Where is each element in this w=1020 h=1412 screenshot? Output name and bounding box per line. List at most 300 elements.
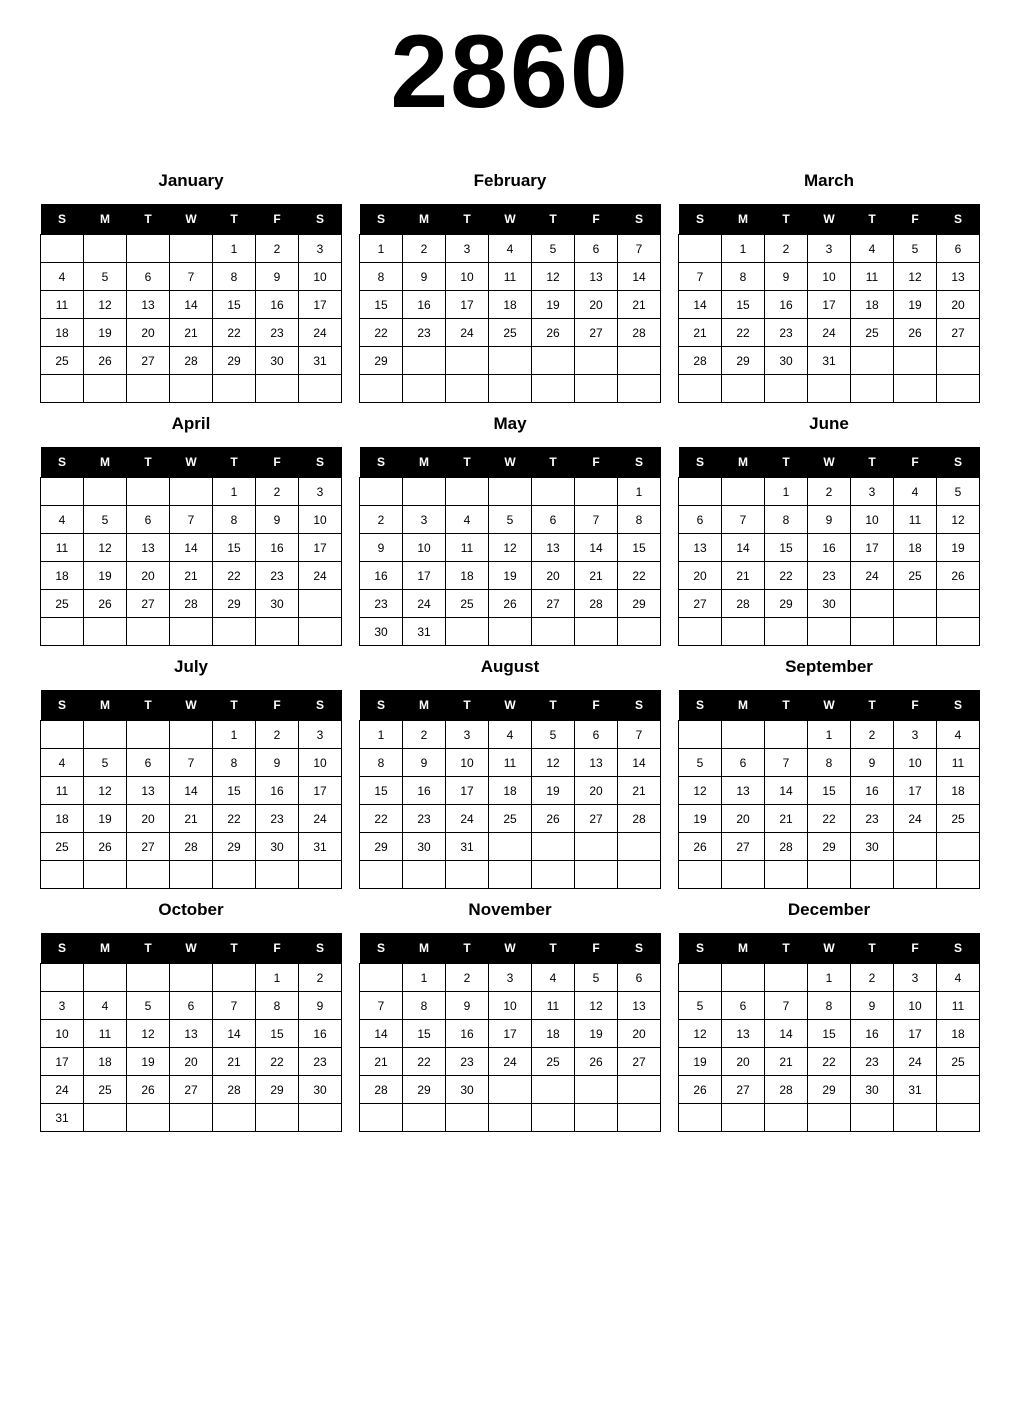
day-cell[interactable]: 2 xyxy=(403,721,446,749)
day-cell[interactable]: 19 xyxy=(84,319,127,347)
day-cell[interactable]: 13 xyxy=(127,777,170,805)
day-cell[interactable]: 29 xyxy=(213,590,256,618)
day-cell[interactable]: 19 xyxy=(532,291,575,319)
day-cell[interactable]: 15 xyxy=(360,291,403,319)
day-cell[interactable]: 23 xyxy=(851,1048,894,1076)
day-cell[interactable]: 12 xyxy=(575,992,618,1020)
day-cell[interactable]: 6 xyxy=(170,992,213,1020)
day-cell[interactable]: 24 xyxy=(299,805,342,833)
day-cell[interactable]: 10 xyxy=(894,749,937,777)
day-cell[interactable]: 11 xyxy=(532,992,575,1020)
day-cell[interactable]: 25 xyxy=(532,1048,575,1076)
day-cell[interactable]: 31 xyxy=(403,618,446,646)
day-cell[interactable]: 13 xyxy=(127,291,170,319)
day-cell[interactable]: 23 xyxy=(299,1048,342,1076)
day-cell[interactable]: 10 xyxy=(808,263,851,291)
day-cell[interactable]: 8 xyxy=(213,263,256,291)
day-cell[interactable]: 27 xyxy=(170,1076,213,1104)
day-cell[interactable]: 2 xyxy=(851,964,894,992)
day-cell[interactable]: 29 xyxy=(618,590,661,618)
day-cell[interactable]: 30 xyxy=(403,833,446,861)
day-cell[interactable]: 7 xyxy=(170,506,213,534)
day-cell[interactable]: 29 xyxy=(256,1076,299,1104)
day-cell[interactable]: 26 xyxy=(84,833,127,861)
day-cell[interactable]: 16 xyxy=(256,291,299,319)
day-cell[interactable]: 3 xyxy=(299,478,342,506)
day-cell[interactable]: 9 xyxy=(808,506,851,534)
day-cell[interactable]: 3 xyxy=(446,235,489,263)
day-cell[interactable]: 28 xyxy=(360,1076,403,1104)
day-cell[interactable]: 20 xyxy=(127,562,170,590)
day-cell[interactable]: 30 xyxy=(765,347,808,375)
day-cell[interactable]: 18 xyxy=(41,805,84,833)
day-cell[interactable]: 16 xyxy=(360,562,403,590)
day-cell[interactable]: 2 xyxy=(256,235,299,263)
day-cell[interactable]: 18 xyxy=(41,319,84,347)
day-cell[interactable]: 11 xyxy=(41,777,84,805)
day-cell[interactable]: 28 xyxy=(170,590,213,618)
day-cell[interactable]: 6 xyxy=(722,992,765,1020)
day-cell[interactable]: 18 xyxy=(851,291,894,319)
day-cell[interactable]: 29 xyxy=(403,1076,446,1104)
day-cell[interactable]: 19 xyxy=(679,805,722,833)
day-cell[interactable]: 10 xyxy=(894,992,937,1020)
day-cell[interactable]: 24 xyxy=(446,805,489,833)
day-cell[interactable]: 9 xyxy=(256,749,299,777)
day-cell[interactable]: 20 xyxy=(722,805,765,833)
day-cell[interactable]: 19 xyxy=(84,805,127,833)
day-cell[interactable]: 2 xyxy=(403,235,446,263)
day-cell[interactable]: 23 xyxy=(446,1048,489,1076)
day-cell[interactable]: 8 xyxy=(403,992,446,1020)
day-cell[interactable]: 3 xyxy=(446,721,489,749)
day-cell[interactable]: 16 xyxy=(765,291,808,319)
day-cell[interactable]: 19 xyxy=(127,1048,170,1076)
day-cell[interactable]: 22 xyxy=(808,1048,851,1076)
day-cell[interactable]: 29 xyxy=(360,833,403,861)
day-cell[interactable]: 7 xyxy=(765,749,808,777)
day-cell[interactable]: 27 xyxy=(618,1048,661,1076)
day-cell[interactable]: 27 xyxy=(575,319,618,347)
day-cell[interactable]: 4 xyxy=(851,235,894,263)
day-cell[interactable]: 30 xyxy=(256,833,299,861)
day-cell[interactable]: 21 xyxy=(765,805,808,833)
day-cell[interactable]: 9 xyxy=(403,749,446,777)
day-cell[interactable]: 22 xyxy=(213,319,256,347)
day-cell[interactable]: 1 xyxy=(213,721,256,749)
day-cell[interactable]: 13 xyxy=(170,1020,213,1048)
day-cell[interactable]: 21 xyxy=(618,291,661,319)
day-cell[interactable]: 5 xyxy=(84,506,127,534)
day-cell[interactable]: 23 xyxy=(403,319,446,347)
day-cell[interactable]: 17 xyxy=(299,291,342,319)
day-cell[interactable]: 13 xyxy=(127,534,170,562)
day-cell[interactable]: 14 xyxy=(170,777,213,805)
day-cell[interactable]: 13 xyxy=(679,534,722,562)
day-cell[interactable]: 26 xyxy=(679,1076,722,1104)
day-cell[interactable]: 16 xyxy=(403,777,446,805)
day-cell[interactable]: 28 xyxy=(722,590,765,618)
day-cell[interactable]: 26 xyxy=(127,1076,170,1104)
day-cell[interactable]: 17 xyxy=(851,534,894,562)
day-cell[interactable]: 25 xyxy=(937,1048,980,1076)
day-cell[interactable]: 18 xyxy=(489,777,532,805)
day-cell[interactable]: 2 xyxy=(360,506,403,534)
day-cell[interactable]: 24 xyxy=(894,805,937,833)
day-cell[interactable]: 14 xyxy=(360,1020,403,1048)
day-cell[interactable]: 22 xyxy=(765,562,808,590)
day-cell[interactable]: 29 xyxy=(213,347,256,375)
day-cell[interactable]: 13 xyxy=(722,1020,765,1048)
day-cell[interactable]: 4 xyxy=(41,263,84,291)
day-cell[interactable]: 22 xyxy=(256,1048,299,1076)
day-cell[interactable]: 3 xyxy=(894,964,937,992)
day-cell[interactable]: 22 xyxy=(360,805,403,833)
day-cell[interactable]: 15 xyxy=(808,777,851,805)
day-cell[interactable]: 28 xyxy=(679,347,722,375)
day-cell[interactable]: 18 xyxy=(446,562,489,590)
day-cell[interactable]: 24 xyxy=(299,562,342,590)
day-cell[interactable]: 24 xyxy=(299,319,342,347)
day-cell[interactable]: 5 xyxy=(575,964,618,992)
day-cell[interactable]: 24 xyxy=(41,1076,84,1104)
day-cell[interactable]: 23 xyxy=(256,805,299,833)
day-cell[interactable]: 24 xyxy=(403,590,446,618)
day-cell[interactable]: 4 xyxy=(894,478,937,506)
day-cell[interactable]: 20 xyxy=(575,777,618,805)
day-cell[interactable]: 5 xyxy=(489,506,532,534)
day-cell[interactable]: 3 xyxy=(299,721,342,749)
day-cell[interactable]: 18 xyxy=(489,291,532,319)
day-cell[interactable]: 15 xyxy=(213,534,256,562)
day-cell[interactable]: 14 xyxy=(679,291,722,319)
day-cell[interactable]: 2 xyxy=(299,964,342,992)
day-cell[interactable]: 28 xyxy=(765,833,808,861)
day-cell[interactable]: 20 xyxy=(575,291,618,319)
day-cell[interactable]: 27 xyxy=(722,1076,765,1104)
day-cell[interactable]: 12 xyxy=(84,534,127,562)
day-cell[interactable]: 20 xyxy=(127,319,170,347)
day-cell[interactable]: 10 xyxy=(851,506,894,534)
day-cell[interactable]: 10 xyxy=(446,749,489,777)
day-cell[interactable]: 12 xyxy=(937,506,980,534)
day-cell[interactable]: 19 xyxy=(679,1048,722,1076)
day-cell[interactable]: 3 xyxy=(403,506,446,534)
day-cell[interactable]: 27 xyxy=(127,833,170,861)
day-cell[interactable]: 27 xyxy=(575,805,618,833)
day-cell[interactable]: 20 xyxy=(170,1048,213,1076)
day-cell[interactable]: 22 xyxy=(722,319,765,347)
day-cell[interactable]: 15 xyxy=(360,777,403,805)
day-cell[interactable]: 1 xyxy=(808,721,851,749)
day-cell[interactable]: 13 xyxy=(722,777,765,805)
day-cell[interactable]: 5 xyxy=(84,263,127,291)
day-cell[interactable]: 16 xyxy=(851,777,894,805)
day-cell[interactable]: 23 xyxy=(256,562,299,590)
day-cell[interactable]: 7 xyxy=(170,749,213,777)
day-cell[interactable]: 21 xyxy=(679,319,722,347)
day-cell[interactable]: 21 xyxy=(170,319,213,347)
day-cell[interactable]: 2 xyxy=(851,721,894,749)
day-cell[interactable]: 31 xyxy=(41,1104,84,1132)
day-cell[interactable]: 29 xyxy=(808,833,851,861)
day-cell[interactable]: 9 xyxy=(256,263,299,291)
day-cell[interactable]: 12 xyxy=(679,777,722,805)
day-cell[interactable]: 1 xyxy=(765,478,808,506)
day-cell[interactable]: 26 xyxy=(679,833,722,861)
day-cell[interactable]: 15 xyxy=(722,291,765,319)
day-cell[interactable]: 22 xyxy=(808,805,851,833)
day-cell[interactable]: 2 xyxy=(808,478,851,506)
day-cell[interactable]: 29 xyxy=(360,347,403,375)
day-cell[interactable]: 6 xyxy=(127,506,170,534)
day-cell[interactable]: 31 xyxy=(808,347,851,375)
day-cell[interactable]: 23 xyxy=(403,805,446,833)
day-cell[interactable]: 8 xyxy=(360,749,403,777)
day-cell[interactable]: 8 xyxy=(618,506,661,534)
day-cell[interactable]: 28 xyxy=(575,590,618,618)
day-cell[interactable]: 11 xyxy=(937,749,980,777)
day-cell[interactable]: 21 xyxy=(722,562,765,590)
day-cell[interactable]: 22 xyxy=(403,1048,446,1076)
day-cell[interactable]: 22 xyxy=(618,562,661,590)
day-cell[interactable]: 9 xyxy=(360,534,403,562)
day-cell[interactable]: 13 xyxy=(532,534,575,562)
day-cell[interactable]: 14 xyxy=(722,534,765,562)
day-cell[interactable]: 30 xyxy=(256,347,299,375)
day-cell[interactable]: 13 xyxy=(618,992,661,1020)
day-cell[interactable]: 14 xyxy=(618,749,661,777)
day-cell[interactable]: 15 xyxy=(403,1020,446,1048)
day-cell[interactable]: 8 xyxy=(213,749,256,777)
day-cell[interactable]: 7 xyxy=(679,263,722,291)
day-cell[interactable]: 7 xyxy=(360,992,403,1020)
day-cell[interactable]: 19 xyxy=(489,562,532,590)
day-cell[interactable]: 12 xyxy=(894,263,937,291)
day-cell[interactable]: 18 xyxy=(937,1020,980,1048)
day-cell[interactable]: 21 xyxy=(213,1048,256,1076)
day-cell[interactable]: 10 xyxy=(299,506,342,534)
day-cell[interactable]: 2 xyxy=(765,235,808,263)
day-cell[interactable]: 23 xyxy=(360,590,403,618)
day-cell[interactable]: 30 xyxy=(446,1076,489,1104)
day-cell[interactable]: 8 xyxy=(360,263,403,291)
day-cell[interactable]: 17 xyxy=(446,777,489,805)
day-cell[interactable]: 25 xyxy=(446,590,489,618)
day-cell[interactable]: 10 xyxy=(299,263,342,291)
day-cell[interactable]: 4 xyxy=(937,721,980,749)
day-cell[interactable]: 29 xyxy=(213,833,256,861)
day-cell[interactable]: 2 xyxy=(256,721,299,749)
day-cell[interactable]: 2 xyxy=(446,964,489,992)
day-cell[interactable]: 31 xyxy=(446,833,489,861)
day-cell[interactable]: 5 xyxy=(894,235,937,263)
day-cell[interactable]: 26 xyxy=(894,319,937,347)
day-cell[interactable]: 10 xyxy=(446,263,489,291)
day-cell[interactable]: 10 xyxy=(41,1020,84,1048)
day-cell[interactable]: 1 xyxy=(360,721,403,749)
day-cell[interactable]: 15 xyxy=(256,1020,299,1048)
day-cell[interactable]: 4 xyxy=(41,506,84,534)
day-cell[interactable]: 14 xyxy=(765,777,808,805)
day-cell[interactable]: 15 xyxy=(213,777,256,805)
day-cell[interactable]: 23 xyxy=(808,562,851,590)
day-cell[interactable]: 25 xyxy=(851,319,894,347)
day-cell[interactable]: 16 xyxy=(256,534,299,562)
day-cell[interactable]: 31 xyxy=(894,1076,937,1104)
day-cell[interactable]: 6 xyxy=(937,235,980,263)
day-cell[interactable]: 26 xyxy=(937,562,980,590)
day-cell[interactable]: 30 xyxy=(256,590,299,618)
day-cell[interactable]: 18 xyxy=(937,777,980,805)
day-cell[interactable]: 12 xyxy=(127,1020,170,1048)
day-cell[interactable]: 8 xyxy=(213,506,256,534)
day-cell[interactable]: 15 xyxy=(765,534,808,562)
day-cell[interactable]: 14 xyxy=(170,291,213,319)
day-cell[interactable]: 25 xyxy=(894,562,937,590)
day-cell[interactable]: 15 xyxy=(213,291,256,319)
day-cell[interactable]: 5 xyxy=(679,992,722,1020)
day-cell[interactable]: 21 xyxy=(618,777,661,805)
day-cell[interactable]: 14 xyxy=(765,1020,808,1048)
day-cell[interactable]: 22 xyxy=(213,805,256,833)
day-cell[interactable]: 6 xyxy=(532,506,575,534)
day-cell[interactable]: 5 xyxy=(127,992,170,1020)
day-cell[interactable]: 6 xyxy=(679,506,722,534)
day-cell[interactable]: 12 xyxy=(84,291,127,319)
day-cell[interactable]: 4 xyxy=(937,964,980,992)
day-cell[interactable]: 19 xyxy=(894,291,937,319)
day-cell[interactable]: 9 xyxy=(299,992,342,1020)
day-cell[interactable]: 13 xyxy=(575,263,618,291)
day-cell[interactable]: 4 xyxy=(446,506,489,534)
day-cell[interactable]: 11 xyxy=(489,749,532,777)
day-cell[interactable]: 15 xyxy=(618,534,661,562)
day-cell[interactable]: 6 xyxy=(618,964,661,992)
day-cell[interactable]: 26 xyxy=(489,590,532,618)
day-cell[interactable]: 3 xyxy=(894,721,937,749)
day-cell[interactable]: 20 xyxy=(937,291,980,319)
day-cell[interactable]: 4 xyxy=(489,235,532,263)
day-cell[interactable]: 24 xyxy=(894,1048,937,1076)
day-cell[interactable]: 6 xyxy=(127,749,170,777)
day-cell[interactable]: 25 xyxy=(937,805,980,833)
day-cell[interactable]: 17 xyxy=(808,291,851,319)
day-cell[interactable]: 26 xyxy=(532,805,575,833)
day-cell[interactable]: 3 xyxy=(41,992,84,1020)
day-cell[interactable]: 17 xyxy=(299,534,342,562)
day-cell[interactable]: 1 xyxy=(403,964,446,992)
day-cell[interactable]: 18 xyxy=(84,1048,127,1076)
day-cell[interactable]: 23 xyxy=(851,805,894,833)
day-cell[interactable]: 19 xyxy=(575,1020,618,1048)
day-cell[interactable]: 1 xyxy=(213,235,256,263)
day-cell[interactable]: 24 xyxy=(446,319,489,347)
day-cell[interactable]: 20 xyxy=(679,562,722,590)
day-cell[interactable]: 7 xyxy=(765,992,808,1020)
day-cell[interactable]: 24 xyxy=(489,1048,532,1076)
day-cell[interactable]: 21 xyxy=(360,1048,403,1076)
day-cell[interactable]: 12 xyxy=(84,777,127,805)
day-cell[interactable]: 8 xyxy=(808,992,851,1020)
day-cell[interactable]: 9 xyxy=(851,749,894,777)
day-cell[interactable]: 25 xyxy=(489,319,532,347)
day-cell[interactable]: 17 xyxy=(489,1020,532,1048)
day-cell[interactable]: 16 xyxy=(403,291,446,319)
day-cell[interactable]: 17 xyxy=(41,1048,84,1076)
day-cell[interactable]: 30 xyxy=(299,1076,342,1104)
day-cell[interactable]: 19 xyxy=(532,777,575,805)
day-cell[interactable]: 28 xyxy=(170,347,213,375)
day-cell[interactable]: 11 xyxy=(489,263,532,291)
day-cell[interactable]: 17 xyxy=(894,1020,937,1048)
day-cell[interactable]: 3 xyxy=(851,478,894,506)
day-cell[interactable]: 10 xyxy=(489,992,532,1020)
day-cell[interactable]: 31 xyxy=(299,833,342,861)
day-cell[interactable]: 27 xyxy=(722,833,765,861)
day-cell[interactable]: 25 xyxy=(41,590,84,618)
day-cell[interactable]: 6 xyxy=(722,749,765,777)
day-cell[interactable]: 21 xyxy=(170,562,213,590)
day-cell[interactable]: 26 xyxy=(575,1048,618,1076)
day-cell[interactable]: 6 xyxy=(575,721,618,749)
day-cell[interactable]: 16 xyxy=(256,777,299,805)
day-cell[interactable]: 23 xyxy=(765,319,808,347)
day-cell[interactable]: 8 xyxy=(256,992,299,1020)
day-cell[interactable]: 16 xyxy=(446,1020,489,1048)
day-cell[interactable]: 9 xyxy=(446,992,489,1020)
day-cell[interactable]: 21 xyxy=(765,1048,808,1076)
day-cell[interactable]: 18 xyxy=(41,562,84,590)
day-cell[interactable]: 26 xyxy=(84,590,127,618)
day-cell[interactable]: 20 xyxy=(532,562,575,590)
day-cell[interactable]: 25 xyxy=(41,833,84,861)
day-cell[interactable]: 28 xyxy=(213,1076,256,1104)
day-cell[interactable]: 7 xyxy=(722,506,765,534)
day-cell[interactable]: 7 xyxy=(575,506,618,534)
day-cell[interactable]: 17 xyxy=(446,291,489,319)
day-cell[interactable]: 3 xyxy=(489,964,532,992)
day-cell[interactable]: 14 xyxy=(213,1020,256,1048)
day-cell[interactable]: 20 xyxy=(618,1020,661,1048)
day-cell[interactable]: 10 xyxy=(403,534,446,562)
day-cell[interactable]: 28 xyxy=(765,1076,808,1104)
day-cell[interactable]: 22 xyxy=(213,562,256,590)
day-cell[interactable]: 4 xyxy=(84,992,127,1020)
day-cell[interactable]: 22 xyxy=(360,319,403,347)
day-cell[interactable]: 27 xyxy=(127,590,170,618)
day-cell[interactable]: 21 xyxy=(170,805,213,833)
day-cell[interactable]: 31 xyxy=(299,347,342,375)
day-cell[interactable]: 30 xyxy=(808,590,851,618)
day-cell[interactable]: 18 xyxy=(532,1020,575,1048)
day-cell[interactable]: 7 xyxy=(618,721,661,749)
day-cell[interactable]: 28 xyxy=(618,805,661,833)
day-cell[interactable]: 5 xyxy=(532,235,575,263)
day-cell[interactable]: 15 xyxy=(808,1020,851,1048)
day-cell[interactable]: 16 xyxy=(299,1020,342,1048)
day-cell[interactable]: 18 xyxy=(894,534,937,562)
day-cell[interactable]: 26 xyxy=(532,319,575,347)
day-cell[interactable]: 17 xyxy=(894,777,937,805)
day-cell[interactable]: 2 xyxy=(256,478,299,506)
day-cell[interactable]: 11 xyxy=(894,506,937,534)
day-cell[interactable]: 10 xyxy=(299,749,342,777)
day-cell[interactable]: 5 xyxy=(532,721,575,749)
day-cell[interactable]: 20 xyxy=(127,805,170,833)
day-cell[interactable]: 27 xyxy=(937,319,980,347)
day-cell[interactable]: 11 xyxy=(937,992,980,1020)
